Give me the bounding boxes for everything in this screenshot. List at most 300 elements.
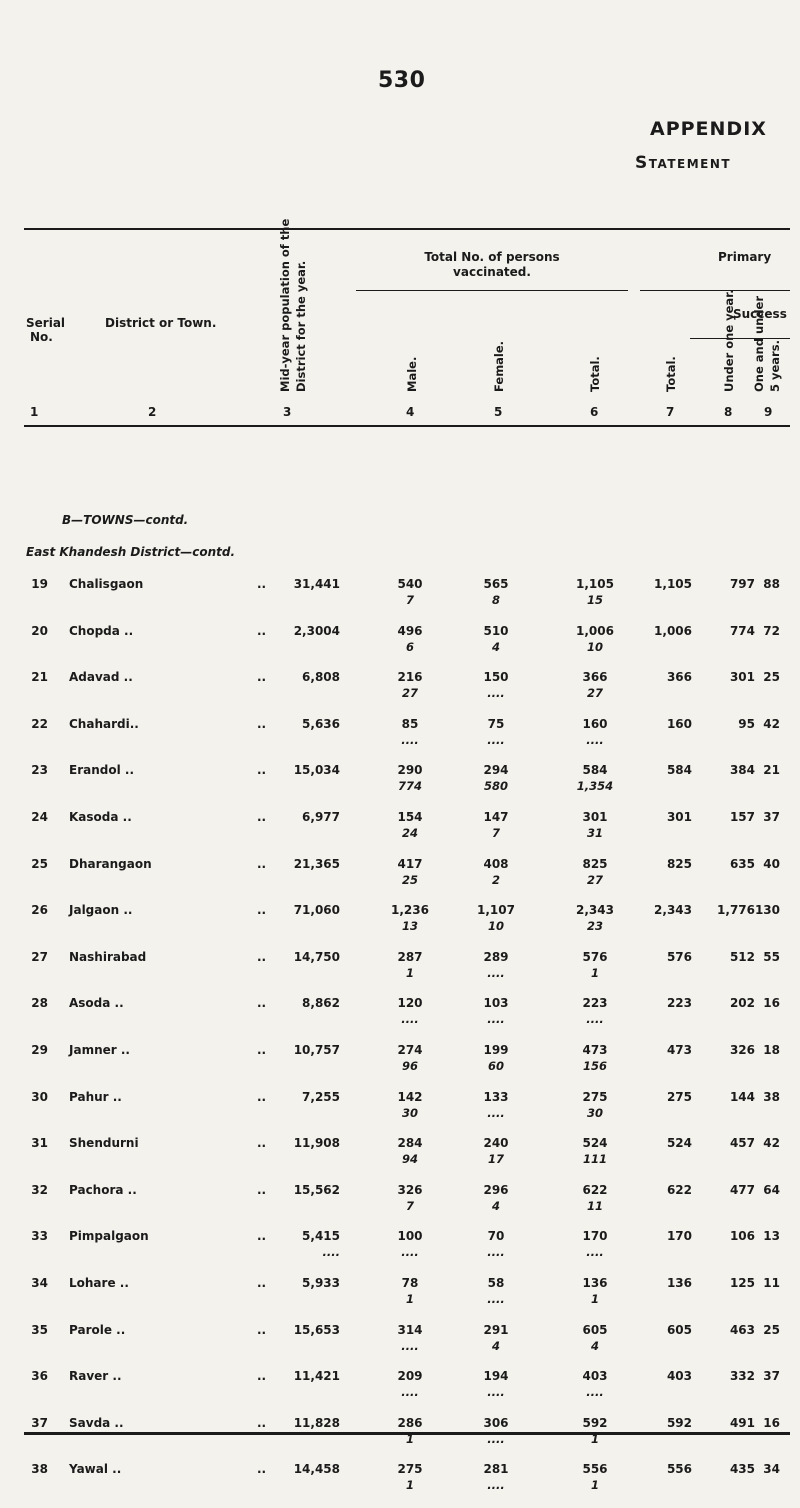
population-cell: 5,415 (302, 1229, 340, 1244)
colnum-3: 3 (283, 405, 292, 419)
population-cell: 10,757 (293, 1043, 340, 1057)
male-cell: 154 (397, 810, 423, 824)
serial-cell: 19 (31, 577, 48, 591)
male-sub-cell: 7 (405, 1198, 414, 1213)
serial-cell: 22 (31, 716, 48, 731)
male-sub-cell: .... (401, 732, 419, 747)
female-cell: 281 (483, 1462, 509, 1477)
female-sub-cell: .... (487, 1292, 505, 1306)
population-cell: 11,421 (293, 1369, 340, 1384)
table-row (0, 857, 800, 903)
total-success-cell: 605 (666, 1322, 692, 1337)
female-sub-cell: 4 (491, 1338, 500, 1353)
total-sub-cell: 1 (590, 1478, 599, 1493)
total-success-header: Total. (664, 356, 678, 392)
serial-header-line2: No. (30, 330, 53, 344)
population-cell: 15,034 (293, 763, 340, 778)
one-to-five-cell: 25 (763, 670, 780, 685)
female-sub-cell: .... (487, 1431, 505, 1446)
district-name-cell: Jamner .. (69, 1043, 130, 1057)
leader-dots: .. (257, 1462, 267, 1477)
female-cell: 240 (483, 1136, 509, 1151)
under-one-cell: 1,776 (717, 903, 755, 918)
total-sub-cell: 156 (582, 1059, 607, 1073)
total-sub-cell: 27 (586, 686, 603, 701)
population-cell: 5,933 (302, 1276, 340, 1290)
population-cell: 31,441 (293, 577, 340, 591)
female-sub-cell: .... (487, 1245, 505, 1260)
female-cell: 133 (483, 1089, 509, 1104)
female-sub-cell: .... (487, 1105, 505, 1120)
total-success-cell: 403 (666, 1369, 692, 1384)
under-one-cell: 95 (738, 716, 755, 731)
serial-cell: 27 (31, 949, 48, 964)
female-sub-cell: .... (487, 1385, 505, 1400)
total-cell: 592 (582, 1415, 608, 1430)
female-cell: 296 (483, 1182, 509, 1197)
total-vaccinated-line2: vaccinated. (453, 265, 531, 279)
one-to-five-cell: 37 (763, 1369, 780, 1384)
leader-dots: .. (257, 1276, 267, 1290)
leader-dots: .. (257, 1136, 267, 1151)
female-cell: 289 (483, 949, 509, 964)
female-cell: 199 (483, 1043, 509, 1057)
population-cell: 6,977 (302, 810, 340, 824)
colnum-6: 6 (590, 405, 599, 419)
total-success-cell: 592 (666, 1415, 692, 1430)
total-cell: 223 (582, 996, 608, 1011)
female-cell: 408 (483, 856, 509, 871)
male-cell: 85 (401, 716, 419, 731)
total-success-cell: 2,343 (654, 903, 692, 918)
serial-cell: 21 (31, 670, 48, 685)
total-sub-cell: .... (586, 1245, 604, 1260)
district-name-cell: Nashirabad (69, 949, 147, 964)
female-sub-cell: 4 (491, 1198, 500, 1213)
table-row (0, 1276, 800, 1322)
header-top-rule (24, 228, 790, 230)
table-row (0, 1043, 800, 1089)
header-bottom-rule (24, 425, 790, 427)
male-sub-cell: .... (401, 1012, 419, 1027)
table-row (0, 1462, 800, 1508)
male-cell: 290 (397, 763, 423, 778)
female-cell: 150 (483, 670, 509, 685)
total-success-cell: 556 (666, 1462, 692, 1477)
female-sub-cell: .... (487, 1012, 505, 1027)
leader-dots: .. (257, 996, 267, 1011)
total-sub-cell: 27 (586, 872, 603, 887)
table-row (0, 1323, 800, 1369)
district-name-cell: Parole .. (69, 1322, 126, 1337)
total-sub-cell: .... (586, 1012, 604, 1027)
total-sub-cell: 1,354 (576, 779, 614, 794)
district-name-cell: Dharangaon (69, 856, 152, 871)
total-cell: 605 (582, 1322, 608, 1337)
male-cell: 209 (397, 1369, 423, 1384)
district-name-cell: Chalisgaon (69, 577, 144, 591)
page-number: 530 (378, 68, 426, 93)
leader-dots: .. (257, 1369, 267, 1384)
serial-cell: 20 (31, 623, 48, 638)
colnum-8: 8 (724, 405, 733, 419)
total-sub-cell: 1 (590, 965, 599, 980)
population-cell: 8,862 (302, 996, 340, 1011)
total-cell: 1,006 (576, 623, 614, 638)
leader-dots: .. (257, 670, 267, 685)
female-cell: 1,107 (477, 903, 515, 918)
one-to-five-cell: 16 (763, 1415, 780, 1430)
female-sub-cell: 4 (491, 639, 500, 654)
under-one-cell: 202 (729, 996, 755, 1011)
under-one-cell: 774 (729, 623, 755, 638)
total-success-cell: 584 (666, 763, 692, 778)
male-sub-cell: .... (401, 1385, 419, 1400)
one-to-five-cell: 38 (763, 1089, 780, 1104)
female-cell: 194 (483, 1369, 509, 1384)
population-header-line1: Mid-year population of the (278, 218, 292, 392)
total-sub-cell: 23 (586, 919, 603, 934)
table-row (0, 670, 800, 716)
leader-dots: .. (257, 856, 267, 871)
under-one-cell: 157 (729, 810, 755, 824)
success-header: Success (733, 307, 787, 321)
under-one-cell: 463 (729, 1322, 755, 1337)
male-sub-cell: 774 (397, 779, 422, 794)
table-row (0, 1369, 800, 1415)
district-name-cell: Chopda .. (69, 623, 134, 638)
colnum-5: 5 (494, 405, 503, 419)
total-sub-cell: 111 (582, 1152, 607, 1167)
district-name-cell: Asoda .. (69, 996, 124, 1011)
under-one-header: Under one year. (722, 289, 736, 392)
male-sub-cell: 1 (405, 965, 414, 980)
one-to-five-cell: 37 (763, 810, 780, 824)
total-success-cell: 473 (666, 1043, 692, 1057)
leader-dots: .. (257, 1415, 267, 1430)
total-cell: 170 (582, 1229, 608, 1244)
male-cell: 287 (397, 949, 423, 964)
one-to-five-cell: 64 (763, 1182, 780, 1197)
female-sub-cell: .... (487, 732, 505, 747)
colnum-9: 9 (764, 405, 773, 419)
leader-dots: .. (257, 1182, 267, 1197)
male-cell: 120 (397, 996, 423, 1011)
total-cell: 825 (582, 856, 608, 871)
under-one-cell: 435 (729, 1462, 755, 1477)
one-to-five-cell: 88 (763, 577, 780, 591)
leader-dots: .. (257, 1322, 267, 1337)
male-cell: 314 (397, 1322, 423, 1337)
one-to-five-cell: 13 (763, 1229, 780, 1244)
under-one-cell: 332 (729, 1369, 755, 1384)
female-sub-cell: 60 (487, 1059, 504, 1073)
male-sub-cell: 25 (401, 872, 418, 887)
table-row (0, 903, 800, 949)
leader-dots: .. (257, 1229, 267, 1244)
leader-dots: .. (257, 949, 267, 964)
table-row (0, 1229, 800, 1275)
under-one-cell: 491 (729, 1415, 755, 1430)
one-to-five-header-line2: 5 years. (768, 340, 782, 392)
total-sub-cell: 1 (590, 1431, 599, 1446)
leader-dots: .. (257, 716, 267, 731)
serial-cell: 38 (31, 1462, 48, 1477)
table-row (0, 624, 800, 670)
table-row (0, 1090, 800, 1136)
serial-cell: 29 (31, 1043, 48, 1057)
total-sub-cell: 30 (586, 1105, 603, 1120)
male-cell: 216 (397, 670, 423, 685)
table-row (0, 763, 800, 809)
total-cell: 524 (582, 1136, 608, 1151)
male-cell: 1,236 (391, 903, 429, 918)
total-vaccinated-header (356, 250, 628, 280)
vaccinated-underline (356, 290, 628, 291)
serial-cell: 36 (31, 1369, 48, 1384)
under-one-cell: 512 (729, 949, 755, 964)
total-header: Total. (588, 356, 602, 392)
total-success-cell: 825 (666, 856, 692, 871)
success-underline (690, 338, 790, 339)
female-sub-cell: 580 (483, 779, 508, 794)
female-sub-cell: 8 (491, 593, 500, 607)
total-vaccinated-line1: Total No. of persons (424, 250, 560, 264)
total-sub-cell: 4 (590, 1338, 599, 1353)
one-to-five-cell: 42 (763, 1136, 780, 1151)
leader-dots: .. (257, 1043, 267, 1057)
male-sub-cell: 13 (401, 919, 418, 934)
one-to-five-cell: 21 (763, 763, 780, 778)
male-header: Male. (405, 356, 419, 392)
district-name-cell: Chahardi.. (69, 716, 139, 731)
one-to-five-cell: 34 (763, 1462, 780, 1477)
population-cell: 7,255 (302, 1089, 340, 1104)
male-cell: 275 (397, 1462, 423, 1477)
one-to-five-cell: 16 (763, 996, 780, 1011)
female-sub-cell: .... (487, 686, 505, 701)
table-row (0, 717, 800, 763)
total-sub-cell: 31 (586, 826, 603, 840)
total-sub-cell: .... (586, 732, 604, 747)
female-cell: 58 (487, 1276, 505, 1290)
total-success-cell: 576 (666, 949, 692, 964)
statement-title: Statement (635, 153, 732, 173)
female-sub-cell: .... (487, 965, 505, 980)
female-sub-cell: 2 (491, 872, 500, 887)
serial-cell: 33 (31, 1229, 48, 1244)
female-cell: 147 (483, 810, 509, 824)
population-cell: 15,562 (293, 1182, 340, 1197)
male-sub-cell: 94 (401, 1152, 418, 1167)
total-cell: 584 (582, 763, 608, 778)
serial-cell: 23 (31, 763, 48, 778)
serial-header (26, 316, 65, 344)
male-cell: 326 (397, 1182, 423, 1197)
primary-underline (640, 290, 790, 291)
total-success-cell: 524 (666, 1136, 692, 1151)
male-sub-cell: 1 (405, 1478, 414, 1493)
male-cell: 496 (397, 623, 423, 638)
table-row (0, 1183, 800, 1229)
total-success-cell: 622 (666, 1182, 692, 1197)
under-one-cell: 797 (729, 577, 755, 591)
table-row (0, 577, 800, 623)
male-cell: 417 (397, 856, 423, 871)
one-to-five-cell: 18 (763, 1043, 780, 1057)
population-cell: 21,365 (293, 856, 340, 871)
table-row (0, 996, 800, 1042)
serial-cell: 32 (31, 1182, 48, 1197)
male-cell: 284 (397, 1136, 423, 1151)
table-row (0, 810, 800, 856)
colnum-4: 4 (406, 405, 415, 419)
leader-dots: .. (257, 810, 267, 824)
population-cell: 15,653 (293, 1322, 340, 1337)
one-to-five-cell: 11 (763, 1276, 780, 1290)
male-sub-cell: .... (401, 1245, 419, 1260)
district-name-cell: Shendurni (69, 1136, 139, 1151)
one-to-five-cell: 25 (763, 1322, 780, 1337)
total-cell: 576 (582, 949, 608, 964)
one-to-five-header-line1: One and under (752, 295, 766, 392)
male-sub-cell: 96 (401, 1059, 418, 1073)
section-subtitle: East Khandesh District—contd. (26, 545, 236, 559)
female-cell: 306 (483, 1415, 509, 1430)
district-name-cell: Yawal .. (69, 1462, 122, 1477)
district-name-cell: Pahur .. (69, 1089, 122, 1104)
serial-cell: 35 (31, 1322, 48, 1337)
male-sub-cell: 7 (405, 593, 414, 607)
population-header-line2: District for the year. (294, 260, 308, 392)
male-cell: 78 (401, 1276, 419, 1290)
population-cell: 11,908 (293, 1136, 340, 1151)
male-sub-cell: 1 (405, 1431, 414, 1446)
male-sub-cell: 6 (405, 639, 414, 654)
population-cell: 14,750 (293, 949, 340, 964)
population-cell: 2,3004 (293, 623, 340, 638)
under-one-cell: 125 (729, 1276, 755, 1290)
population-cell: 5,636 (302, 716, 340, 731)
male-cell: 274 (397, 1043, 423, 1057)
district-name-cell: Savda .. (69, 1415, 124, 1430)
total-success-cell: 301 (666, 810, 692, 824)
one-to-five-cell: 40 (763, 856, 780, 871)
female-cell: 75 (487, 716, 505, 731)
male-cell: 142 (397, 1089, 423, 1104)
total-sub-cell: .... (586, 1385, 604, 1400)
female-cell: 294 (483, 763, 509, 778)
total-success-cell: 160 (666, 716, 692, 731)
colnum-7: 7 (666, 405, 675, 419)
district-name-cell: Raver .. (69, 1369, 122, 1384)
total-sub-cell: 10 (586, 639, 603, 654)
table-row (0, 950, 800, 996)
total-success-cell: 223 (666, 996, 692, 1011)
leader-dots: .. (257, 577, 267, 591)
male-sub-cell: .... (401, 1338, 419, 1353)
total-cell: 275 (582, 1089, 608, 1104)
district-name-cell: Adavad .. (69, 670, 133, 685)
leader-dots: .. (257, 623, 267, 638)
leader-dots: .. (257, 1089, 267, 1104)
district-name-cell: Pachora .. (69, 1182, 137, 1197)
female-header: Female. (492, 340, 506, 392)
total-cell: 1,105 (576, 577, 614, 591)
total-cell: 301 (582, 810, 608, 824)
male-cell: 286 (397, 1415, 423, 1430)
colnum-1: 1 (30, 405, 39, 419)
under-one-cell: 635 (729, 856, 755, 871)
serial-header-line1: Serial (26, 316, 66, 330)
female-sub-cell: .... (487, 1478, 505, 1493)
serial-cell: 26 (31, 903, 48, 918)
female-sub-cell: 7 (491, 826, 500, 840)
total-success-cell: 136 (666, 1276, 692, 1290)
total-success-cell: 366 (666, 670, 692, 685)
under-one-cell: 106 (729, 1229, 755, 1244)
total-success-cell: 1,006 (654, 623, 692, 638)
female-cell: 565 (483, 577, 509, 591)
under-one-cell: 477 (729, 1182, 755, 1197)
total-cell: 136 (582, 1276, 608, 1290)
total-sub-cell: 15 (586, 593, 603, 607)
total-sub-cell: 1 (590, 1292, 599, 1306)
population-cell: 71,060 (293, 903, 340, 918)
male-sub-cell: 1 (405, 1292, 414, 1306)
serial-cell: 37 (31, 1415, 48, 1430)
under-one-cell: 457 (729, 1136, 755, 1151)
under-one-cell: 144 (729, 1089, 755, 1104)
total-cell: 403 (582, 1369, 608, 1384)
under-one-cell: 384 (729, 763, 755, 778)
leader-dots: .. (257, 763, 267, 778)
female-cell: 291 (483, 1322, 509, 1337)
one-to-five-cell: 72 (763, 623, 780, 638)
district-name-cell: Erandol .. (69, 763, 134, 778)
serial-cell: 28 (31, 996, 48, 1011)
one-to-five-cell: 55 (763, 949, 780, 964)
section-title: B—TOWNS—contd. (62, 513, 189, 527)
serial-cell: 24 (31, 810, 48, 824)
total-cell: 473 (582, 1043, 608, 1057)
female-sub-cell: 17 (487, 1152, 504, 1167)
colnum-2: 2 (148, 405, 157, 419)
male-sub-cell: 24 (401, 826, 418, 840)
table-row (0, 1416, 800, 1462)
district-header: District or Town. (105, 316, 217, 330)
population-cell: 11,828 (293, 1415, 340, 1430)
female-cell: 70 (487, 1229, 505, 1244)
population-sub-cell: .... (322, 1245, 340, 1260)
under-one-cell: 326 (729, 1043, 755, 1057)
female-cell: 510 (483, 623, 509, 638)
male-cell: 540 (397, 577, 423, 591)
population-cell: 6,808 (302, 670, 340, 685)
total-cell: 160 (582, 716, 608, 731)
serial-cell: 31 (31, 1136, 48, 1151)
serial-cell: 25 (31, 856, 48, 871)
total-success-cell: 170 (666, 1229, 692, 1244)
district-name-cell: Jalgaon .. (69, 903, 133, 918)
serial-cell: 34 (31, 1276, 48, 1290)
total-cell: 622 (582, 1182, 608, 1197)
district-name-cell: Lohare .. (69, 1276, 129, 1290)
female-cell: 103 (483, 996, 509, 1011)
total-sub-cell: 11 (586, 1198, 603, 1213)
total-cell: 366 (582, 670, 608, 685)
district-name-cell: Pimpalgaon (69, 1229, 149, 1244)
